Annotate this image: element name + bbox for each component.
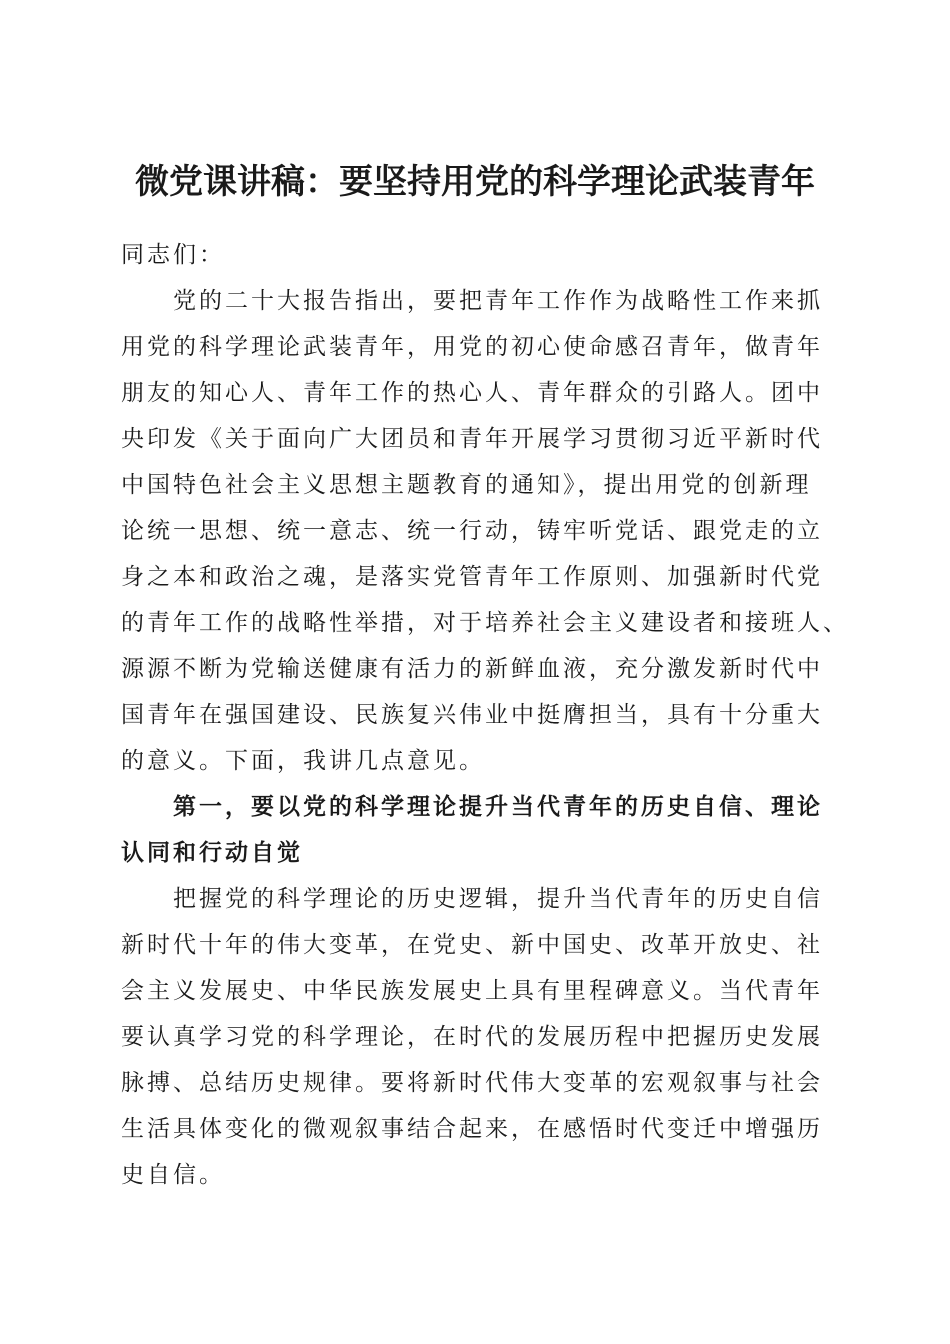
text-line: 把握党的科学理论的历史逻辑，提升当代青年的历史自信 — [173, 886, 823, 912]
intro-paragraph — [121, 278, 849, 784]
heading-line: 认同和行动自觉 — [121, 839, 303, 866]
text-line: 央印发《关于面向广大团员和青年开展学习贯彻习近平新时代 — [121, 426, 823, 452]
text-line: 的青年工作的战略性举措，对于培养社会主义建设者和接班人、 — [121, 610, 849, 636]
text-line: 用党的科学理论武装青年，用党的初心使命感召青年，做青年 — [121, 334, 823, 360]
text-line: 新时代十年的伟大变革，在党史、新中国史、改革开放史、社 — [121, 932, 823, 958]
document-body — [121, 232, 849, 1198]
text-line: 要认真学习党的科学理论，在时代的发展历程中把握历史发展 — [121, 1024, 823, 1050]
text-line: 朋友的知心人、青年工作的热心人、青年群众的引路人。团中 — [121, 380, 823, 406]
section-1-paragraph — [121, 876, 821, 1198]
text-line: 会主义发展史、中华民族发展史上具有里程碑意义。当代青年 — [121, 978, 823, 1004]
salutation — [121, 232, 821, 278]
text-line: 生活具体变化的微观叙事结合起来，在感悟时代变迁中增强历 — [121, 1116, 823, 1142]
text-line: 党的二十大报告指出，要把青年工作作为战略性工作来抓 — [173, 288, 823, 314]
text-line: 的意义。下面，我讲几点意见。 — [121, 748, 485, 774]
section-1-heading — [121, 784, 821, 876]
text-line: 脉搏、总结历史规律。要将新时代伟大变革的宏观叙事与社会 — [121, 1070, 823, 1096]
text-line: 中国特色社会主义思想主题教育的通知》，提出用党的创新理 — [121, 472, 812, 498]
text-line: 身之本和政治之魂，是落实党管青年工作原则、加强新时代党 — [121, 564, 823, 590]
text-line: 源源不断为党输送健康有活力的新鲜血液，充分激发新时代中 — [121, 656, 823, 682]
text-line: 国青年在强国建设、民族复兴伟业中挺膺担当，具有十分重大 — [121, 702, 823, 728]
text-line: 论统一思想、统一意志、统一行动，铸牢听党话、跟党走的立 — [121, 518, 823, 544]
text-line: 史自信。 — [121, 1162, 225, 1188]
heading-line: 第一，要以党的科学理论提升当代青年的历史自信、理论 — [173, 793, 823, 820]
document-title: 微党课讲稿：要坚持用党的科学理论武装青年 — [135, 161, 815, 202]
salutation-line: 同志们： — [121, 242, 225, 268]
